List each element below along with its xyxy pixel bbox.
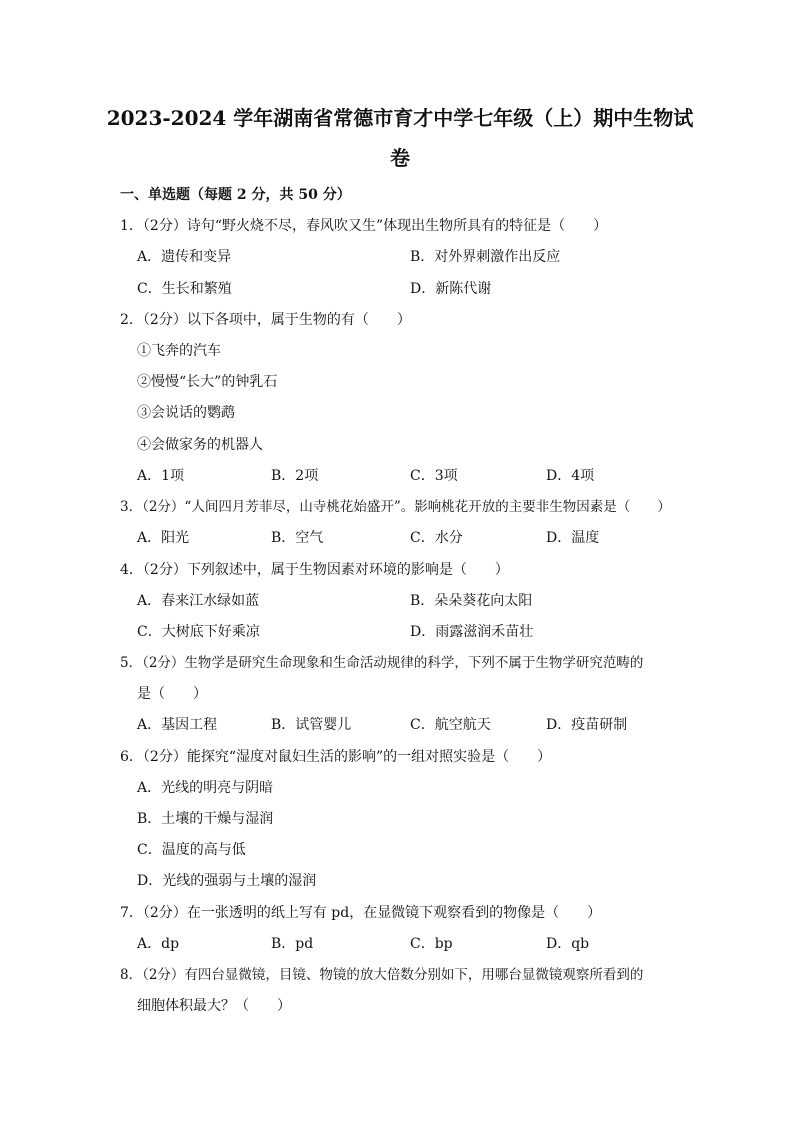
question-7-stem: 7．（2分）在一张透明的纸上写有 pd，在显微镜下观察看到的物像是（ ）: [120, 905, 602, 921]
question-1-option-b: B．对外界刺激作出反应: [410, 249, 561, 265]
question-7-option-b: B．pd: [271, 936, 314, 952]
question-1-option-d: D．新陈代谢: [410, 281, 492, 297]
question-4-option-c: C．大树底下好乘凉: [137, 624, 260, 640]
question-2-item-2: ②慢慢“长大”的钟乳石: [137, 374, 278, 390]
question-5-option-a: A．基因工程: [137, 717, 218, 733]
question-6-option-b: B．土壤的干燥与湿润: [137, 811, 274, 827]
question-2-stem: 2．（2分）以下各项中，属于生物的有（ ）: [120, 312, 411, 328]
question-1-option-a: A．遗传和变异: [137, 249, 232, 265]
question-2-item-1: ①飞奔的汽车: [137, 343, 221, 359]
question-5-stem-continued: 是（ ）: [137, 686, 207, 702]
question-2-option-c: C．3项: [410, 468, 458, 484]
question-3-option-b: B．空气: [271, 530, 324, 546]
question-3-option-c: C．水分: [410, 530, 463, 546]
question-6-option-d: D．光线的强弱与土壤的湿润: [137, 873, 317, 889]
question-4-stem: 4．（2分）下列叙述中，属于生物因素对环境的影响是（ ）: [120, 562, 509, 578]
exam-title-line2: 卷: [390, 146, 410, 170]
question-5-stem: 5．（2分）生物学是研究生命现象和生命活动规律的科学，下列不属于生物学研究范畴的: [120, 655, 644, 671]
question-5-option-c: C．航空航天: [410, 717, 491, 733]
question-2-item-3: ③会说话的鹦鹉: [137, 405, 235, 421]
question-4-option-a: A．春来江水绿如蓝: [137, 593, 260, 609]
question-2-option-d: D．4项: [546, 468, 595, 484]
question-4-option-d: D．雨露滋润禾苗壮: [410, 624, 534, 640]
question-5-option-b: B．试管婴儿: [271, 717, 352, 733]
question-2-item-4: ④会做家务的机器人: [137, 437, 263, 453]
question-1-stem: 1．（2分）诗句“野火烧不尽，春风吹又生”体现出生物所具有的特征是（ ）: [120, 218, 608, 234]
section-heading: 一、单选题（每题 2 分，共 50 分）: [120, 187, 351, 203]
question-7-option-d: D．qb: [546, 936, 590, 952]
question-8-stem-continued: 细胞体积最大？（ ）: [137, 998, 291, 1014]
question-2-option-a: A．1项: [137, 468, 185, 484]
question-8-stem: 8．（2分）有四台显微镜，目镜、物镜的放大倍数分别如下，用哪台显微镜观察所看到的: [120, 967, 644, 983]
question-2-option-b: B．2项: [271, 468, 319, 484]
question-5-option-d: D．疫苗研制: [546, 717, 628, 733]
question-6-option-c: C．温度的高与低: [137, 842, 246, 858]
question-3-stem: 3．（2分）“人间四月芳菲尽，山寺桃花始盛开”。影响桃花开放的主要非生物因素是（ ）: [120, 499, 671, 515]
exam-title-line1: 2023-2024 学年湖南省常德市育才中学七年级（上）期中生物试: [106, 106, 694, 130]
question-3-option-a: A．阳光: [137, 530, 190, 546]
question-7-option-c: C．bp: [410, 936, 453, 952]
question-6-option-a: A．光线的明亮与阴暗: [137, 780, 274, 796]
question-3-option-d: D．温度: [546, 530, 600, 546]
question-6-stem: 6．（2分）能探究“湿度对鼠妇生活的影响”的一组对照实验是（ ）: [120, 749, 552, 765]
question-4-option-b: B．朵朵葵花向太阳: [410, 593, 533, 609]
question-1-option-c: C．生长和繁殖: [137, 281, 232, 297]
question-7-option-a: A．dp: [137, 936, 180, 952]
